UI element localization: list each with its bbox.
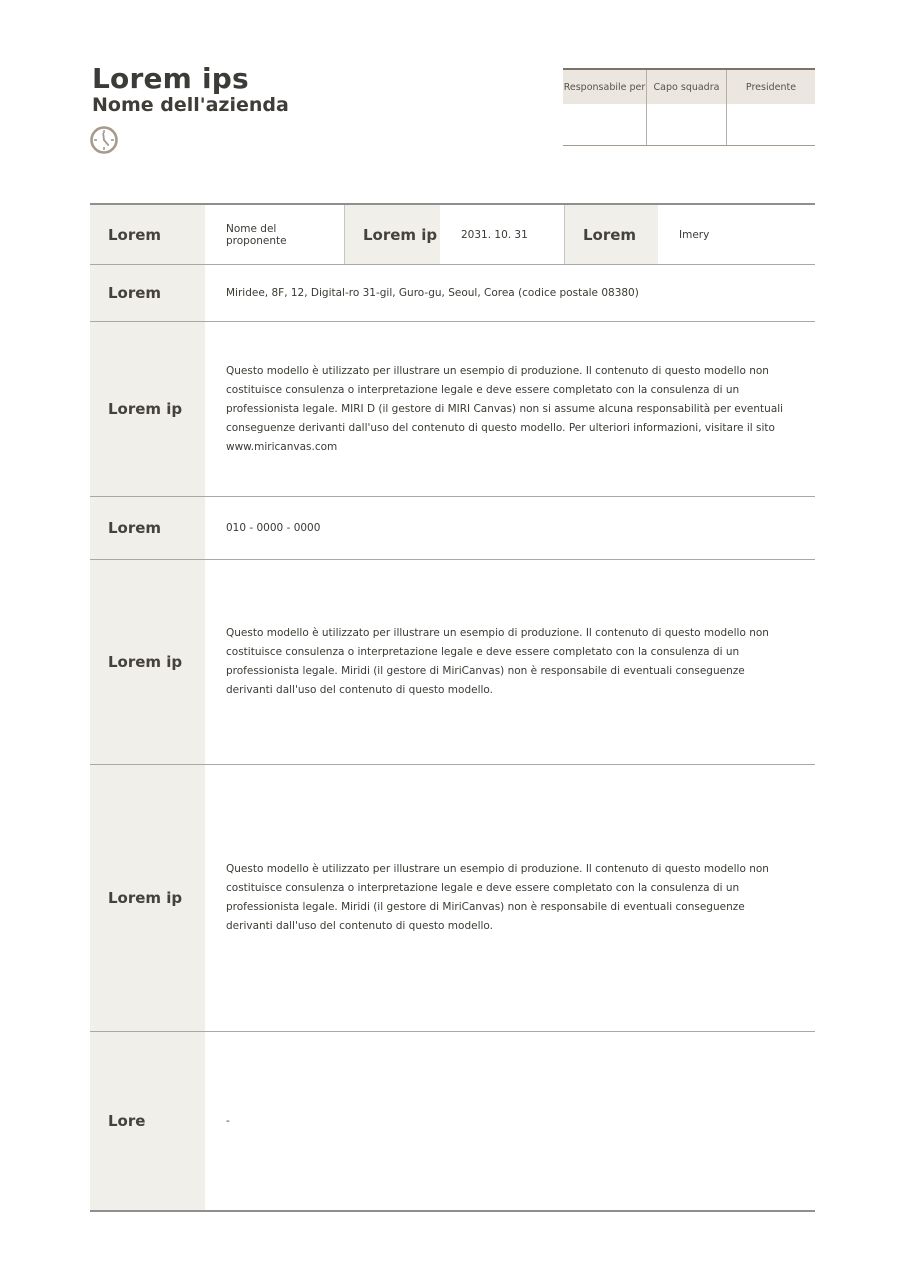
approval-signature-cell	[647, 104, 727, 145]
field-value	[205, 765, 815, 1031]
field-value: Nome del proponente	[205, 205, 345, 264]
field-value: -	[226, 1115, 230, 1127]
field-value	[205, 560, 815, 764]
info-table	[90, 203, 815, 1212]
paragraph-text: Questo modello è utilizzato per illustrare un esempio di produzione. Il contenuto di questo modello non costituisce consulenza o interpretazione legale e deve essere completato con la consulenza di un professionista legale. Miridi (il gestore di MiriCanvas) non è responsabile di eventuali conseguenze derivanti dall'uso del contenuto di questo modello.	[226, 863, 769, 932]
table-row	[90, 265, 815, 322]
field-label: Lorem	[90, 205, 205, 264]
field-value: 010 - 0000 - 0000	[226, 522, 321, 534]
approval-signature-cell	[563, 104, 647, 145]
paragraph-text: Questo modello è utilizzato per illustrare un esempio di produzione. Il contenuto di questo modello non costituisce consulenza o interpretazione legale e deve essere completato con la consulenza di un professionista legale. MIRI D (il gestore di MIRI Canvas) non si assume alcuna responsabilità per eventuali conseguenze derivanti dall'uso del contenuto di questo modello. Per ulteriori informazioni, visitare il sito www.miricanvas.com	[226, 364, 784, 453]
field-label: Lorem ip	[90, 322, 205, 496]
table-row	[90, 765, 815, 1032]
company-name: Nome dell'azienda	[92, 94, 289, 116]
field-label: Lorem ip	[345, 205, 440, 264]
paragraph-text: Questo modello è utilizzato per illustrare un esempio di produzione. Il contenuto di questo modello non costituisce consulenza o interpretazione legale e deve essere completato con la consulenza di un professionista legale. Miridi (il gestore di MiriCanvas) non è responsabile di eventuali conseguenze derivanti dall'uso del contenuto di questo modello.	[226, 627, 769, 696]
table-row	[90, 205, 815, 265]
field-value: 2031. 10. 31	[440, 205, 565, 264]
approval-signature-cell	[727, 104, 815, 145]
approval-header-president: Presidente	[727, 70, 815, 104]
table-row	[90, 497, 815, 560]
field-label: Lorem ip	[90, 765, 205, 1031]
approval-header-manager: Responsabile per	[563, 70, 647, 104]
clock-icon	[89, 125, 119, 155]
field-label: Lorem	[90, 265, 205, 321]
field-value	[205, 322, 815, 496]
field-label: Lore	[90, 1032, 205, 1210]
table-row	[90, 322, 815, 497]
page-title: Lorem ips	[92, 62, 249, 95]
table-row	[90, 560, 815, 765]
field-label: Lorem	[90, 497, 205, 559]
approval-header-teamlead: Capo squadra	[647, 70, 727, 104]
field-label: Lorem	[565, 205, 658, 264]
field-label: Lorem ip	[90, 560, 205, 764]
table-row	[90, 1032, 815, 1210]
field-value: Imery	[679, 228, 710, 241]
field-value: Miridee, 8F, 12, Digital-ro 31-gil, Guro-gu, Seoul, Corea (codice postale 08380)	[226, 287, 639, 299]
approval-table	[563, 68, 815, 146]
